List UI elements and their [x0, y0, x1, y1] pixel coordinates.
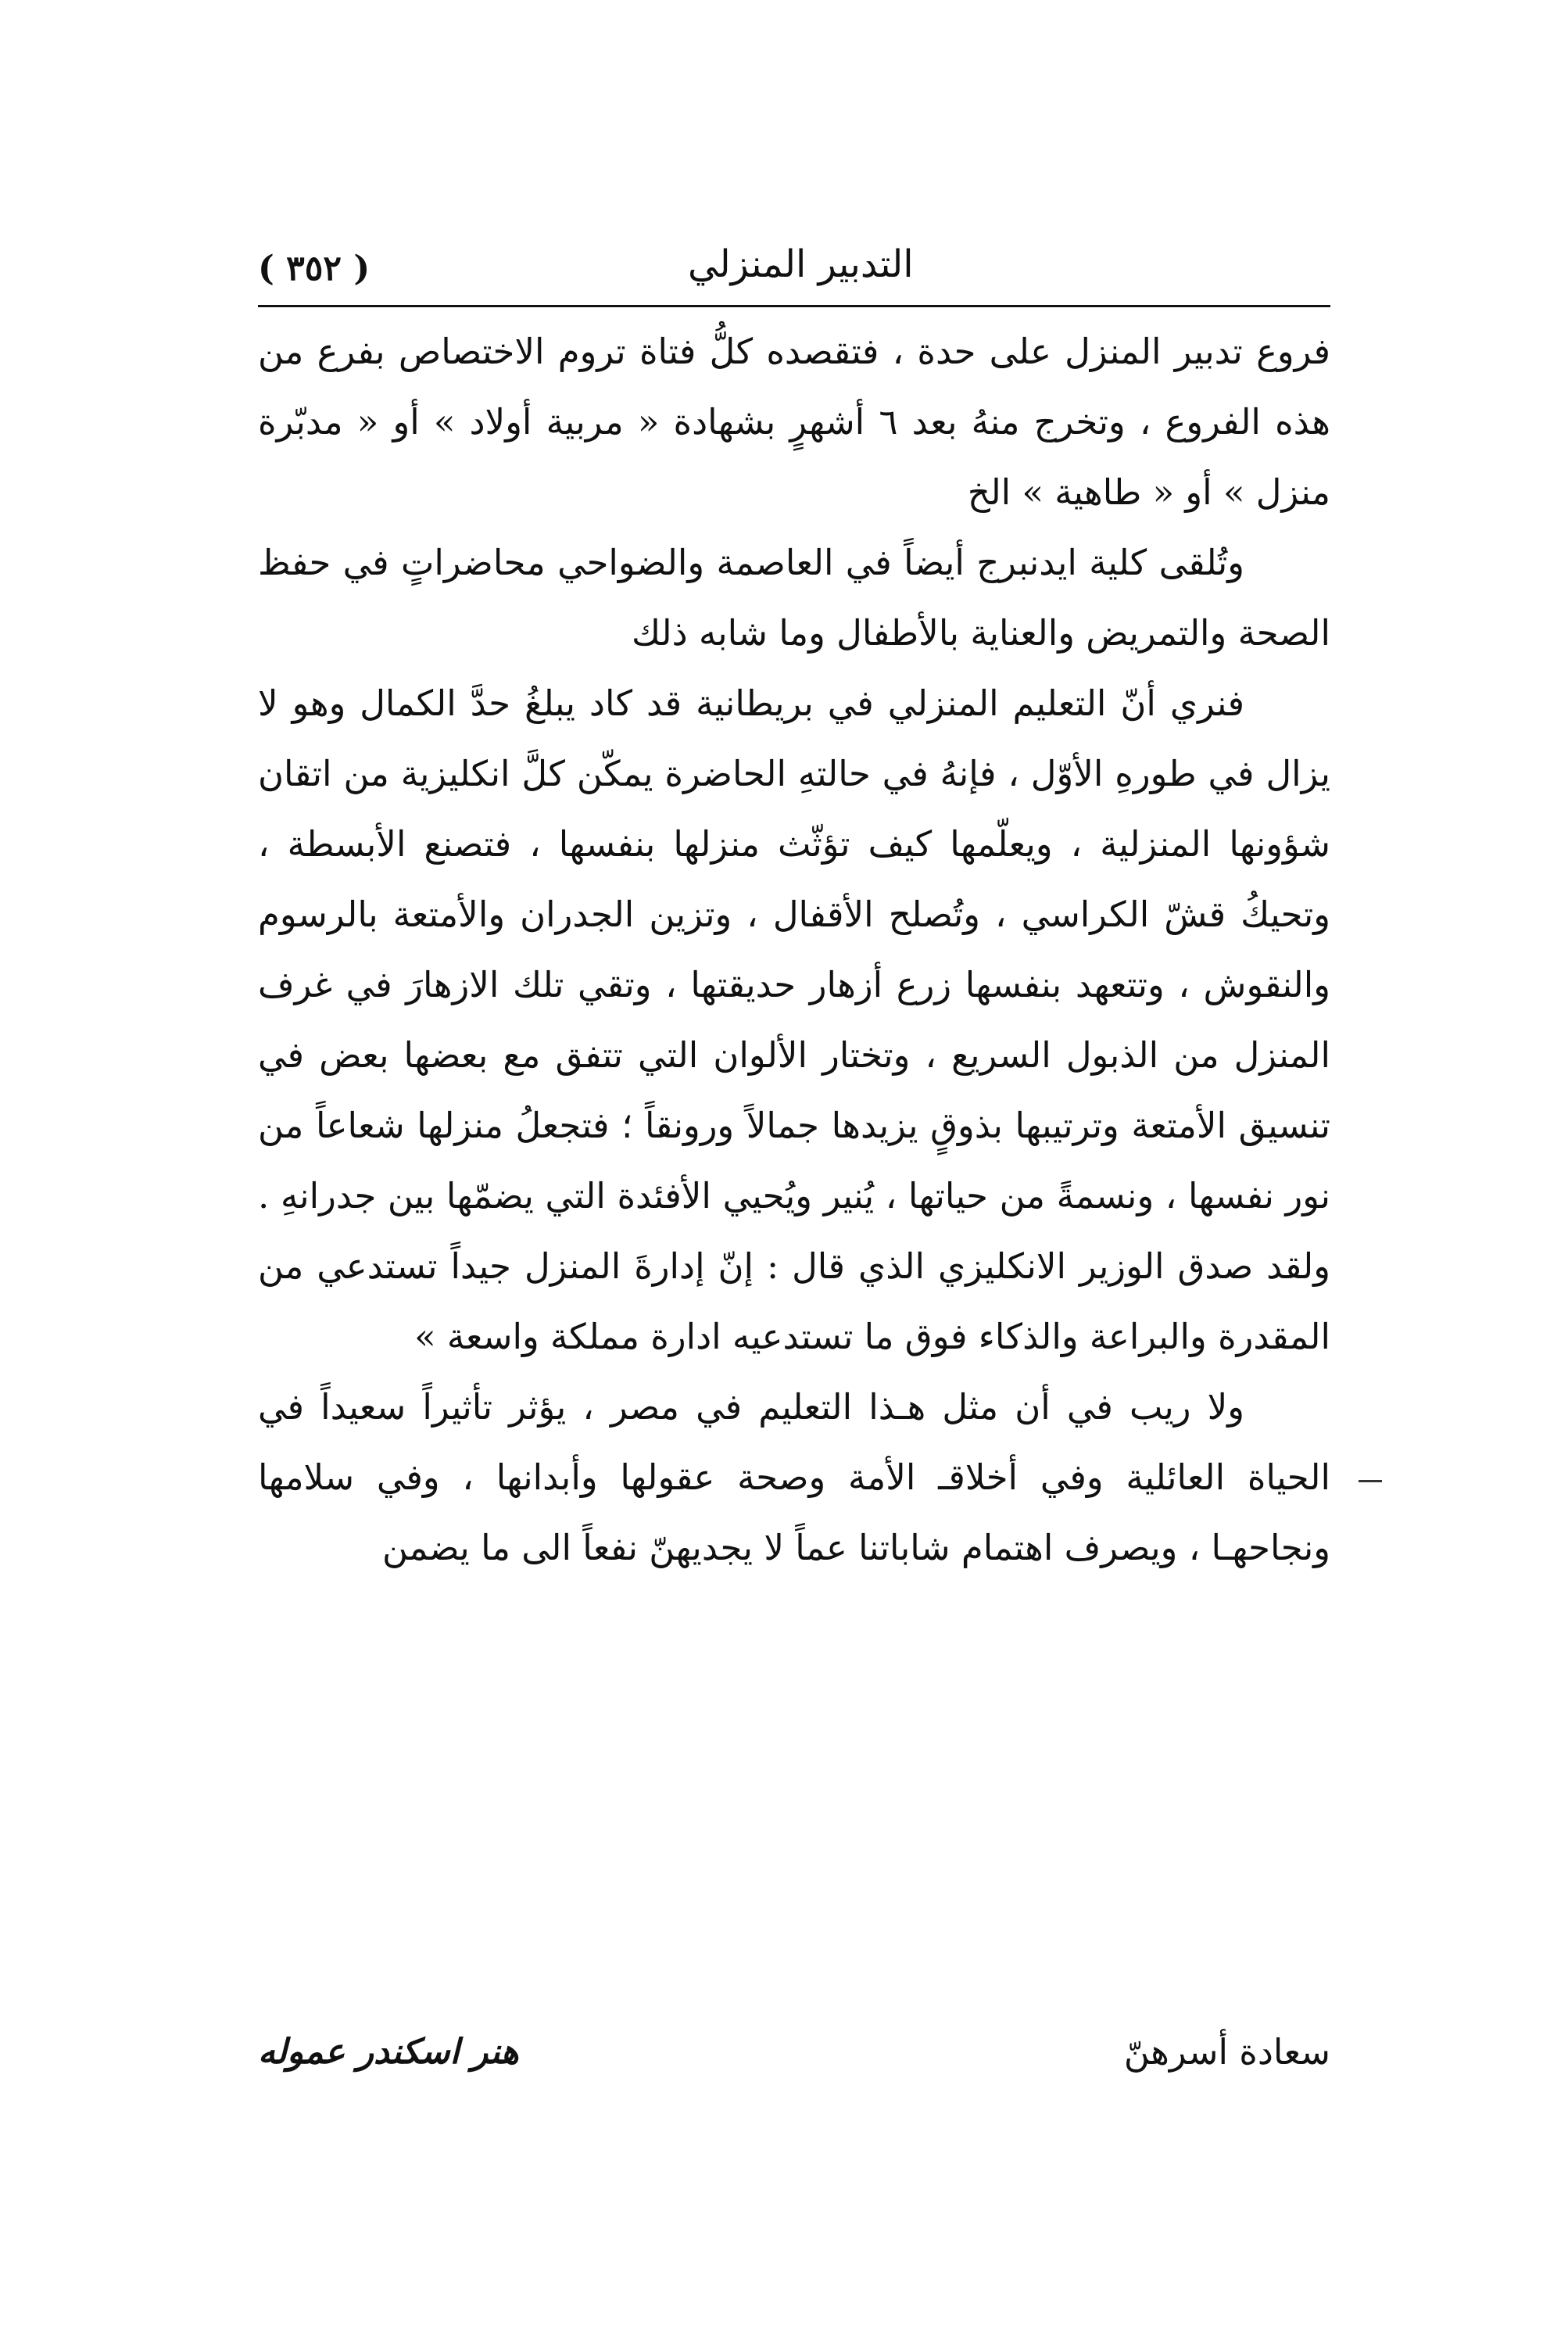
book-page	[258, 227, 1330, 2073]
paragraph-2: وتُلقى كلية ايدنبرج أيضاً في العاصمة والضواحي محاضراتٍ في حفظ الصحة والتمريض والعناية بالأطفال وما شابه ذلك	[258, 542, 1330, 654]
running-title: التدبير المنزلي	[688, 242, 914, 286]
paragraph-3: فنري أنّ التعليم المنزلي في بريطانية قد كاد يبلغُ حدَّ الكمال وهو لا يزال في طورهِ الأوّل ، فإنهُ في حالتهِ الحاضرة يمكّن كلَّ انكليزية من اتقان شؤونها المنزلية ، ويعلّمها كيف تؤثّث منزلها بنفسها ، فتصنع الأبسطة ، وتحيكُ قشّ الكراسي ، وتُصلح الأقفال ، وتزين الجدران والأمتعة بالرسوم والنقوش ، وتتعهد بنفسها زرع أزهار حديقتها ، وتقي تلك الازهارَ في غرف المنزل من الذبول السريع ، وتختار الألوان التي تتفق مع بعضها بعض في تنسيق الأمتعة وترتيبها بذوقٍ يزيدها جمالاً ورونقاً ؛ فتجعلُ منزلها شعاعاً من نور نفسها ، ونسمةً من حياتها ، يُنير ويُحيي الأفئدة التي يضمّها بين جدرانهِ . ولقد صدق الوزير الانكليزي الذي قال : إنّ إدارةَ المنزل جيداً تستدعي من المقدرة والبراعة والذكاء فوق ما تستدعيه ادارة مملكة واسعة »	[258, 683, 1330, 1357]
closing-text: سعادة أسرهنّ	[1123, 2031, 1330, 2073]
paragraph-1: فروع تدبير المنزل على حدة ، فتقصده كلُّ فتاة تروم الاختصاص بفرع من هذه الفروع ، وتخرج منهُ بعد ٦ أشهرٍ بشهادة « مربية أولاد » أو « مدبّرة منزل » أو « طاهية » الخ	[258, 331, 1330, 513]
author-signature: هنر اسكندر عموله	[258, 2032, 519, 2072]
closing-line	[258, 2017, 1330, 2087]
margin-mark	[1359, 1480, 1382, 1482]
body-text	[258, 317, 1330, 1583]
paragraph-4: ولا ريب في أن مثل هـذا التعليم في مصر ، يؤثر تأثيراً سعيداً في الحياة العائلية وفي أخلاقـ الأمة وصحة عقولها وأبدانها ، وفي سلامها ونجاحهـا ، ويصرف اهتمام شاباتنا عماً لا يجديهنّ نفعاً الى ما يضمن	[258, 1386, 1330, 1568]
header-rule	[258, 305, 1330, 307]
page-header	[258, 227, 1330, 305]
page-number: ( ٣٥٢ )	[258, 249, 371, 288]
